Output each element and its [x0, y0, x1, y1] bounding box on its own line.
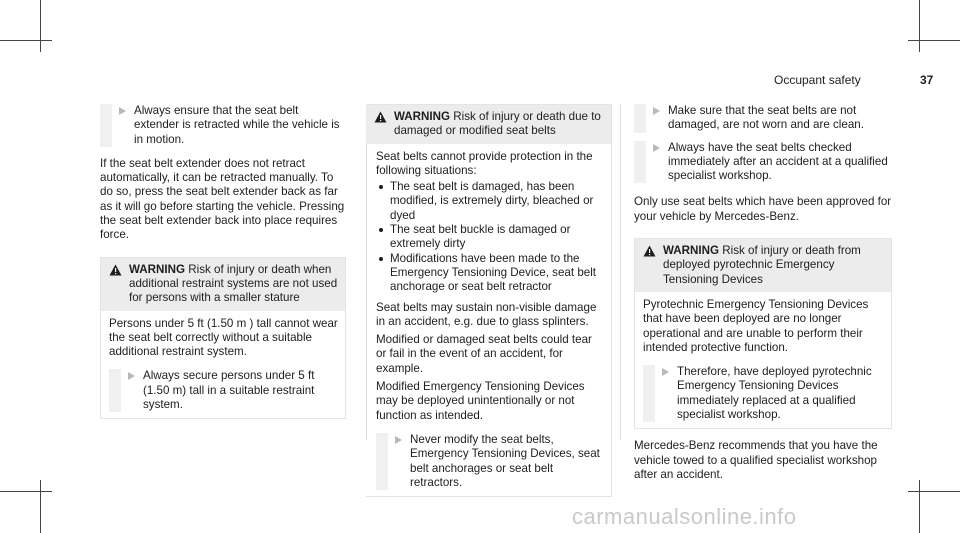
section-title: Occupant safety [774, 73, 861, 87]
column-divider [620, 104, 621, 440]
instruction-text: Always have the seat belts checked immediately after an accident at a qualified specialist workshop. [668, 140, 888, 183]
paragraph: Mercedes-Benz recommends that you have the vehicle towed to a qualified specialist workshop after an accident. [634, 439, 878, 481]
list-item: The seat belt buckle is damaged or extremely dirty [376, 223, 605, 252]
instruction-text: Always secure persons under 5 ft (1.50 m) tall in a suitable restraint system. [143, 369, 315, 412]
arrow-icon [653, 144, 660, 152]
paragraph: Persons under 5 ft (1.50 m ) tall cannot wear the seat belt correctly without a suitable additional restraint system. [109, 316, 338, 359]
warning-label: WARNING [129, 262, 186, 276]
instruction-bar [643, 365, 655, 422]
crop-mark [40, 0, 41, 52]
arrow-icon [662, 368, 669, 376]
crop-mark [919, 0, 920, 52]
bullet-list [376, 180, 605, 294]
instruction-bar [376, 433, 388, 490]
column-right [634, 104, 892, 490]
instruction-bar [100, 104, 112, 147]
instruction-bar [109, 369, 121, 412]
warning-box [100, 257, 346, 420]
warning-header [366, 105, 611, 144]
instruction-step [634, 141, 892, 184]
warning-title: Risk of injury or death from deployed pyrotechnic Emergency Tensioning Devices [663, 244, 861, 286]
warning-label: WARNING [663, 244, 720, 258]
column-left [100, 104, 346, 427]
instruction-text: Make sure that the seat belts are not damaged, are not worn and are clean. [668, 104, 864, 132]
paragraph: Seat belts may sustain non-visible damage in an accident, e.g. due to glass splinters. [376, 300, 597, 328]
warning-body [101, 311, 345, 419]
instruction-step [376, 433, 605, 490]
arrow-icon [653, 107, 660, 115]
crop-mark [0, 40, 52, 41]
warning-header [101, 258, 345, 311]
crop-mark [0, 491, 52, 492]
warning-title: Risk of injury or death when additional restraint systems are not used for persons with a smaller stature [129, 262, 338, 305]
instruction-step [109, 369, 339, 412]
warning-label: WARNING [394, 110, 451, 123]
instruction-bar [634, 141, 646, 184]
paragraph: Only use seat belts which have been approved for your vehicle by Mercedes-Benz. [634, 195, 892, 223]
instruction-text: Therefore, have deployed pyrotechnic Emergency Tensioning Devices immediately replaced at a qualified specialist workshop. [677, 365, 872, 422]
column-middle [366, 104, 612, 505]
warning-body [366, 144, 611, 497]
arrow-icon [128, 372, 135, 380]
warning-box [634, 238, 892, 429]
instruction-text: Always ensure that the seat belt extender is retracted while the vehicle is in motion. [134, 104, 340, 146]
crop-mark [908, 491, 960, 492]
crop-mark [919, 480, 920, 533]
instruction-step [634, 104, 892, 133]
paragraph: Pyrotechnic Emergency Tensioning Devices that have been deployed are no longer operational and are unable to perform their intended protective function. [643, 297, 869, 354]
warning-icon [643, 245, 656, 261]
paragraph: Modified Emergency Tensioning Devices may be deployed unintentionally or not function as intended. [376, 380, 585, 422]
crop-mark [40, 480, 41, 533]
instruction-step [100, 104, 346, 147]
list-item: The seat belt is damaged, has been modified, is extremely dirty, bleached or dyed [376, 180, 605, 223]
paragraph: Modified or damaged seat belts could tear or fail in the event of an accident, for example. [376, 333, 592, 375]
warning-header [635, 239, 891, 292]
page-number: 37 [920, 73, 934, 87]
crop-mark [908, 40, 960, 41]
arrow-icon [395, 436, 402, 444]
paragraph: If the seat belt extender does not retract automatically, it can be retracted manually. To do so, press the seat belt extender back as far as it will go before starting the vehicle. Pressing the seat belt extender back into place requires force. [100, 156, 345, 242]
warning-icon [109, 264, 122, 280]
warning-body [635, 292, 891, 428]
arrow-icon [119, 107, 126, 115]
list-item: Modifications have been made to the Emergency Tensioning Device, seat belt anchorage or seat belt retractor [376, 252, 605, 295]
instruction-step [643, 365, 885, 422]
watermark: carmanualsonline.info [572, 504, 797, 529]
instruction-bar [634, 104, 646, 133]
warning-icon [374, 111, 387, 127]
instruction-text: Never modify the seat belts, Emergency Tensioning Devices, seat belt anchorages or seat belt retractors. [410, 432, 600, 489]
warning-box [366, 104, 612, 497]
paragraph: Seat belts cannot provide protection in the following situations: [376, 149, 593, 177]
warning-title: Risk of injury or death due to damaged or modified seat belts [394, 110, 601, 138]
